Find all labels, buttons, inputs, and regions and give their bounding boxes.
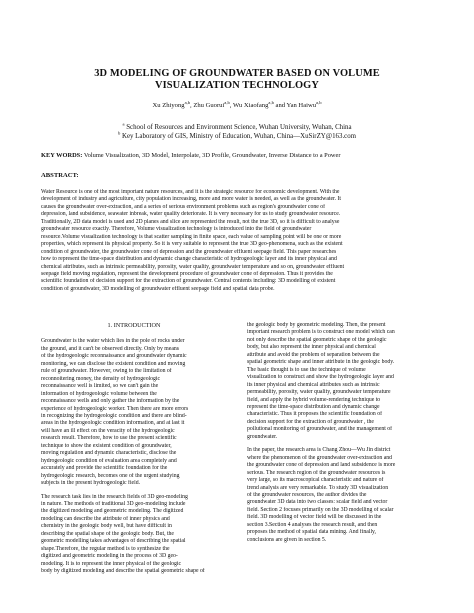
body-text-line: section 3.Section 4 analyses the research result, and then	[247, 521, 378, 528]
abstract-line: causes the groundwater over-extraction, and a series of serious environment problems such as region's groundwater cone of	[41, 203, 326, 210]
body-text-line: chemistry in the geologic body well, but have difficult in	[41, 523, 172, 530]
body-text-line: information of hydrogeologic volume between the	[41, 390, 157, 397]
keywords	[41, 152, 433, 160]
section-heading-introduction: 1. INTRODUCTION	[107, 322, 161, 329]
body-text-line: attribute and avoid the problem of separation between the	[247, 351, 380, 358]
abstract-body	[41, 189, 433, 293]
paper-title	[40, 68, 434, 92]
body-text-line: reconnoitering money, the density of hydrogeologic	[41, 375, 161, 382]
author-name: Xu Zhiyong	[152, 102, 185, 109]
body-text-line: monitoring, we can disclose the existent condition and moving	[41, 360, 186, 367]
body-text-line: The research task lies in the research fields of 3D geo-modeling	[41, 493, 188, 500]
affiliations	[40, 123, 434, 141]
body-text-line: reconnaissance wells and only gather the information by the	[41, 398, 180, 405]
abstract-line: Water Resource is one of the most important nature resources, and it is the strategic resource for economic development. With the	[41, 189, 340, 195]
author-affil-marker: a,b	[316, 99, 322, 105]
body-text-line: hydrogeologic condition of evaluation area completely and	[41, 457, 177, 464]
abstract-heading: ABSTRACT:	[41, 172, 79, 179]
body-text-line: serious. The research region of the groundwater resources is	[247, 469, 386, 476]
body-text-line: permeability, porosity, water quality, groundwater temperature	[247, 389, 391, 396]
body-text-line: body, but also represent the inner physical and chemical	[247, 344, 376, 351]
body-text-line: reconnaissance well is limited, so we can't gain the	[41, 383, 159, 390]
body-text-line: modeling can describe the attribute of inner physics and	[41, 515, 170, 522]
abstract-line: groundwater resource exactly. Therefore, Volume visualization technology is introduced into the field of groundwater	[41, 226, 312, 233]
abstract-line: chemical attributes, such as intrinsic permeability, porosity, water quality, groundwater temperature and so on, groundwater effluent	[41, 263, 345, 270]
body-text-line: The basic thought is to use the technique of volume	[247, 366, 366, 373]
body-text-line: geometric modelling takes advantages of describing the spatial	[41, 538, 186, 545]
body-text-line: decision support for the extraction of groundwater , the	[247, 418, 374, 425]
abstract-line: condition of groundwater, 3D modelling of groundwater effluent seepage field and spatial data probe.	[41, 285, 275, 292]
body-text-line: the groundwater cone of depression and land subsidence is more	[247, 462, 396, 469]
body-text-line: technique to show the existent condition of groundwater,	[41, 442, 172, 449]
keywords-text: Volume Visualization, 3D Model, Interpolate, 3D Profile, Groundwater, Inverse Distance to a Power	[82, 152, 341, 159]
body-text-line: in nature. The methods of traditional 3D geo-modeling include	[41, 500, 186, 507]
abstract-line: how to represent the time-space distribution and dynamic change characteristic of hydrogeologic layer and its inner physical and	[41, 256, 337, 263]
keywords-label: KEY WORDS:	[41, 152, 83, 159]
body-text-line: the digitized modeling and geometric modeling. The digitized	[41, 508, 184, 515]
author-name: and Yan Haiwu	[273, 102, 317, 109]
body-text-line: rule of groundwater. However, owing to the limitation of	[41, 368, 172, 375]
affiliation-marker: a	[122, 121, 125, 127]
body-text-line: accurately and provide the scientific foundation for the	[41, 465, 168, 472]
left-column	[41, 322, 227, 576]
body-text-line: spatial geometric shape and inner attribute in the geologic body.	[247, 359, 395, 366]
body-text-line: groundwater.	[247, 433, 278, 440]
abstract-line: development of industry and agriculture, city population increasing, more and more water is needed, as well as the groundwater. It	[41, 196, 342, 203]
body-text-line: digitized and geometric modeling in the process of 3D geo-	[41, 553, 178, 560]
body-text-line: its inner physical and chemical attributes such as intrinsic	[247, 381, 380, 388]
author-affil-marker: a,b	[268, 99, 274, 105]
body-text-line: conclusions are given in section 5.	[247, 536, 327, 543]
body-text-line: pollutional monitoring of groundwater, and the management of	[247, 426, 393, 433]
body-text-line: Groundwater is the water which lies in the pole of rocks under	[41, 338, 185, 345]
body-text-line: field. 3D modelling of vector field will be discussed in the	[247, 514, 382, 521]
author-name: , Zhu Guorui	[190, 102, 225, 109]
body-text-line: the ground, and it can't be observed directly. Only by means	[41, 345, 179, 352]
abstract-line: seepage field moving regulation, represent the development procedure of groundwater cone of depression. Thus it provides the	[41, 270, 333, 277]
body-text-line: important research problem is to construct one model which can	[247, 329, 395, 336]
body-text-line: visualization to construct and show the hydrogeologic layer and	[247, 374, 394, 381]
body-text-line: In the paper, the research area is Chang Zhou—Wu Jin district	[247, 447, 391, 454]
body-text-line: subjects in the present hydrogeologic field.	[41, 480, 141, 487]
abstract-line: properties, which represent its physical property. So it is very suitable to represent the true 3D geo-phenomena, such as the existent	[41, 241, 343, 248]
author-affil-marker: a,b	[184, 99, 191, 105]
body-text-line: will have an ill effect on the veracity of the hydrogeologic	[41, 427, 175, 434]
body-text-line: shape.Therefore, the regular method is to synthesize the	[41, 545, 170, 552]
body-text-line: of the groundwater resources, the author divides the	[247, 491, 367, 498]
body-text-line: areas in the hydrogeologic condition information, and at last it	[41, 420, 185, 427]
right-column-text	[247, 322, 433, 544]
affiliation-line	[40, 123, 434, 132]
body-text-line: field, and apply the hybrid volume-rendering technique to	[247, 396, 381, 403]
body-text-line: moving regulation and dynamic characteristic, disclose the	[41, 450, 177, 457]
author-list	[40, 99, 434, 110]
abstract-line: depression, land subsidence, seawater inbreak, water quality deteriorate. It is very necessary for us to study groundwater resource.	[41, 211, 341, 218]
body-text-line: represent the time-space distribution and dynamic change	[247, 403, 380, 410]
title-line-2: VISUALIZATION TECHNOLOGY	[155, 80, 319, 91]
affiliation-text: School of Resources and Environment Science, Wuhan University, Wuhan, China	[124, 124, 352, 131]
body-text-line: modeling. It is to represent the inner physical of the geologic	[41, 560, 182, 567]
abstract-line: condition of groundwater, the groundwater cone of depression and the groundwater effluent seepage field. This paper researches	[41, 248, 337, 255]
affiliation-line	[40, 132, 434, 141]
body-text-line: trend analysis are very remarkable. To study 3D visualization	[247, 484, 389, 491]
author-name: , Wu Xiaofang	[229, 102, 269, 109]
abstract-line: scientific foundation of decision support for the extraction of groundwater. Central contents including: 3D modelling of existent	[41, 278, 336, 285]
body-text-line: field. Section 2 focuses primarily on the 3D modelling of scalar	[247, 506, 394, 513]
body-text-line: not only describe the spatial geometric shape of the geologic	[247, 336, 387, 343]
body-text-line: hydrogeologic research, becomes one of the urgent studying	[41, 472, 180, 479]
body-text-line: in recognizing the hydrogeologic condition and there are blind-	[41, 412, 187, 419]
title-line-1: 3D MODELING OF GROUNDWATER BASED ON VOLUME	[94, 68, 380, 79]
body-text-line: characteristic. Thus it proposes the scientific foundation of	[247, 411, 382, 418]
body-text-line: the geologic body by geometric modeling. Then, the present	[247, 322, 386, 328]
affiliation-marker: b	[117, 130, 121, 136]
affiliation-text: Key Laboratory of GIS, Ministry of Education, Wuhan, China—XuSirZY@163.com	[120, 133, 357, 140]
body-text-line: groundwater 3D data into two classes: scalar field and vector	[247, 499, 388, 506]
body-text-line: where the phenomenon of the groundwater over-extraction and	[247, 454, 393, 461]
body-text-line: of the hydrogeologic reconnaissance and groundwater dynamic	[41, 353, 187, 360]
abstract-line: Traditionally, 2D data model is used and 2D planes and slice are represented the result, not the true 3D, so it is difficult to analyse	[41, 218, 340, 225]
abstract-line: resource.Volume visualization technology is that scatter sampling in finite space, each value of sampling point will be one or more	[41, 233, 342, 240]
body-text-line: research result. Therefore, how to use the present scientific	[41, 435, 177, 442]
body-text-line: body by digitized modeling and describe the spatial geometric shape of	[41, 568, 205, 575]
body-text-line: describing the spatial shape of the geologic body. But, the	[41, 530, 174, 537]
left-column-text	[41, 338, 227, 575]
body-text-line: very large, so its macroscopical characteristic and nature of	[247, 477, 384, 484]
author-affil-marker: a,b	[224, 99, 230, 105]
body-text-line: proposes the method of spatial data mining. And finally,	[247, 529, 376, 536]
body-text-line: experience of hydrogeologic worker. Then there are more errors	[41, 405, 189, 412]
